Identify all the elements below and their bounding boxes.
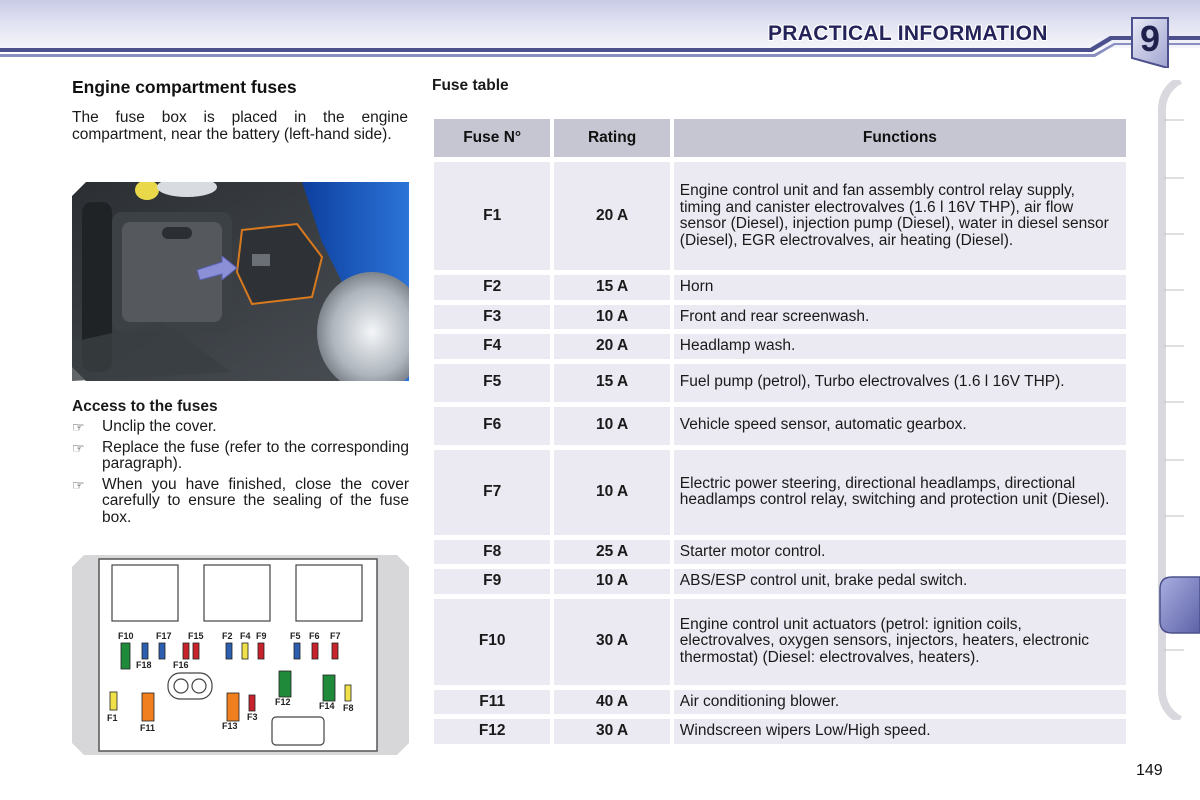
- pointing-hand-icon: ☞: [72, 476, 85, 493]
- fuse-rating: 10 A: [554, 450, 669, 535]
- fuse-number: F11: [434, 690, 550, 715]
- fuse-number: F3: [434, 305, 550, 330]
- steps-list: [72, 419, 409, 530]
- fuse-label-f10: F10: [118, 631, 134, 641]
- fuse-number: F8: [434, 540, 550, 565]
- table-row: [434, 599, 1126, 685]
- fuse-label-f5: F5: [290, 631, 301, 641]
- fuse-label-f15: F15: [188, 631, 204, 641]
- fuse-rating: 20 A: [554, 162, 669, 270]
- table-row: [434, 305, 1126, 330]
- fuse-label-f16: F16: [173, 660, 189, 670]
- table-row: [434, 364, 1126, 402]
- fuse-rating: 10 A: [554, 407, 669, 445]
- fuse-number: F6: [434, 407, 550, 445]
- pointing-hand-icon: ☞: [72, 439, 85, 456]
- column-header-rating: Rating: [554, 119, 669, 157]
- fuse-rating: 10 A: [554, 305, 669, 330]
- fuse-label-f8: F8: [343, 703, 354, 713]
- table-caption: Fuse table: [432, 77, 509, 94]
- list-item: [72, 477, 409, 527]
- fuse-number: F1: [434, 162, 550, 270]
- fuse-rating: 25 A: [554, 540, 669, 565]
- list-item: [72, 440, 409, 473]
- fuse-function: Engine control unit and fan assembly control relay supply, timing and canister electrovalves (1.6 l 16V THP), air flow sensor (Diesel), injection pump (Diesel), water in diesel sensor (Diesel), EGR electrovalves, air heating (Diesel).: [674, 162, 1126, 270]
- fuse-function: Windscreen wipers Low/High speed.: [674, 719, 1126, 744]
- table-row: [434, 334, 1126, 359]
- fuse-box-diagram: [72, 555, 409, 755]
- fuse-rating: 30 A: [554, 599, 669, 685]
- fuse-label-f2: F2: [222, 631, 233, 641]
- fuse-function: Engine control unit actuators (petrol: ignition coils, electrovalves, oxygen sensors, injectors, heaters, electronic thermostat) (Diesel: electrovalves, heaters).: [674, 599, 1126, 685]
- fuse-number: F9: [434, 569, 550, 594]
- intro-paragraph: The fuse box is placed in the engine compartment, near the battery (left-hand side).: [72, 109, 408, 143]
- fuse-label-f14: F14: [319, 701, 335, 711]
- active-chapter-tab: [1158, 575, 1200, 635]
- pointing-hand-icon: ☞: [72, 419, 85, 435]
- fuse-function: ABS/ESP control unit, brake pedal switch.: [674, 569, 1126, 594]
- fuse-table: [430, 114, 1130, 749]
- fuse-rating: 15 A: [554, 275, 669, 300]
- fuse-number: F4: [434, 334, 550, 359]
- fuse-function: Starter motor control.: [674, 540, 1126, 565]
- fuse-label-f6: F6: [309, 631, 320, 641]
- fuse-function: Horn: [674, 275, 1126, 300]
- fuse-label-f13: F13: [222, 721, 238, 731]
- fuse-number: F10: [434, 599, 550, 685]
- column-header-fuse: Fuse N°: [434, 119, 550, 157]
- fuse-function: Air conditioning blower.: [674, 690, 1126, 715]
- fuse-rating: 20 A: [554, 334, 669, 359]
- fuse-label-f9: F9: [256, 631, 267, 641]
- fuse-label-f18: F18: [136, 660, 152, 670]
- fuse-number: F5: [434, 364, 550, 402]
- fuse-label-f4: F4: [240, 631, 251, 641]
- table-row: [434, 275, 1126, 300]
- fuse-function: Headlamp wash.: [674, 334, 1126, 359]
- fuse-rating: 30 A: [554, 719, 669, 744]
- access-title: Access to the fuses: [72, 398, 218, 415]
- page-number: 149: [1136, 762, 1163, 779]
- fuse-label-f3: F3: [247, 712, 258, 722]
- table-row: [434, 407, 1126, 445]
- column-header-functions: Functions: [674, 119, 1126, 157]
- table-row: [434, 719, 1126, 744]
- table-row: [434, 690, 1126, 715]
- fuse-label-f12: F12: [275, 697, 291, 707]
- fuse-function: Electric power steering, directional headlamps, directional headlamps control relay, switching and protection unit (Diesel).: [674, 450, 1126, 535]
- fuse-number: F12: [434, 719, 550, 744]
- fuse-number: F2: [434, 275, 550, 300]
- page-header: [0, 0, 1200, 62]
- fuse-function: Fuel pump (petrol), Turbo electrovalves (1.6 l 16V THP).: [674, 364, 1126, 402]
- fuse-function: Front and rear screenwash.: [674, 305, 1126, 330]
- fuse-number: F7: [434, 450, 550, 535]
- section-title: Engine compartment fuses: [72, 77, 297, 97]
- fuse-function: Vehicle speed sensor, automatic gearbox.: [674, 407, 1126, 445]
- list-item: [72, 419, 409, 436]
- table-row: [434, 540, 1126, 565]
- table-row: [434, 569, 1126, 594]
- fuse-rating: 10 A: [554, 569, 669, 594]
- table-header-row: [434, 119, 1126, 157]
- page-header-title: PRACTICAL INFORMATION: [768, 22, 1048, 45]
- step-text: Unclip the cover.: [102, 418, 217, 435]
- chapter-number: 9: [1139, 18, 1161, 59]
- table-row: [434, 162, 1126, 270]
- fuse-rating: 40 A: [554, 690, 669, 715]
- fuse-label-f7: F7: [330, 631, 341, 641]
- fuse-label-f1: F1: [107, 713, 118, 723]
- step-text: Replace the fuse (refer to the corresponding paragraph).: [102, 438, 409, 472]
- fuse-label-f11: F11: [140, 723, 156, 733]
- table-row: [434, 450, 1126, 535]
- fuse-rating: 15 A: [554, 364, 669, 402]
- step-text: When you have finished, close the cover carefully to ensure the sealing of the fuse box.: [102, 475, 409, 526]
- fuse-label-f17: F17: [156, 631, 172, 641]
- engine-compartment-photo: [72, 182, 409, 381]
